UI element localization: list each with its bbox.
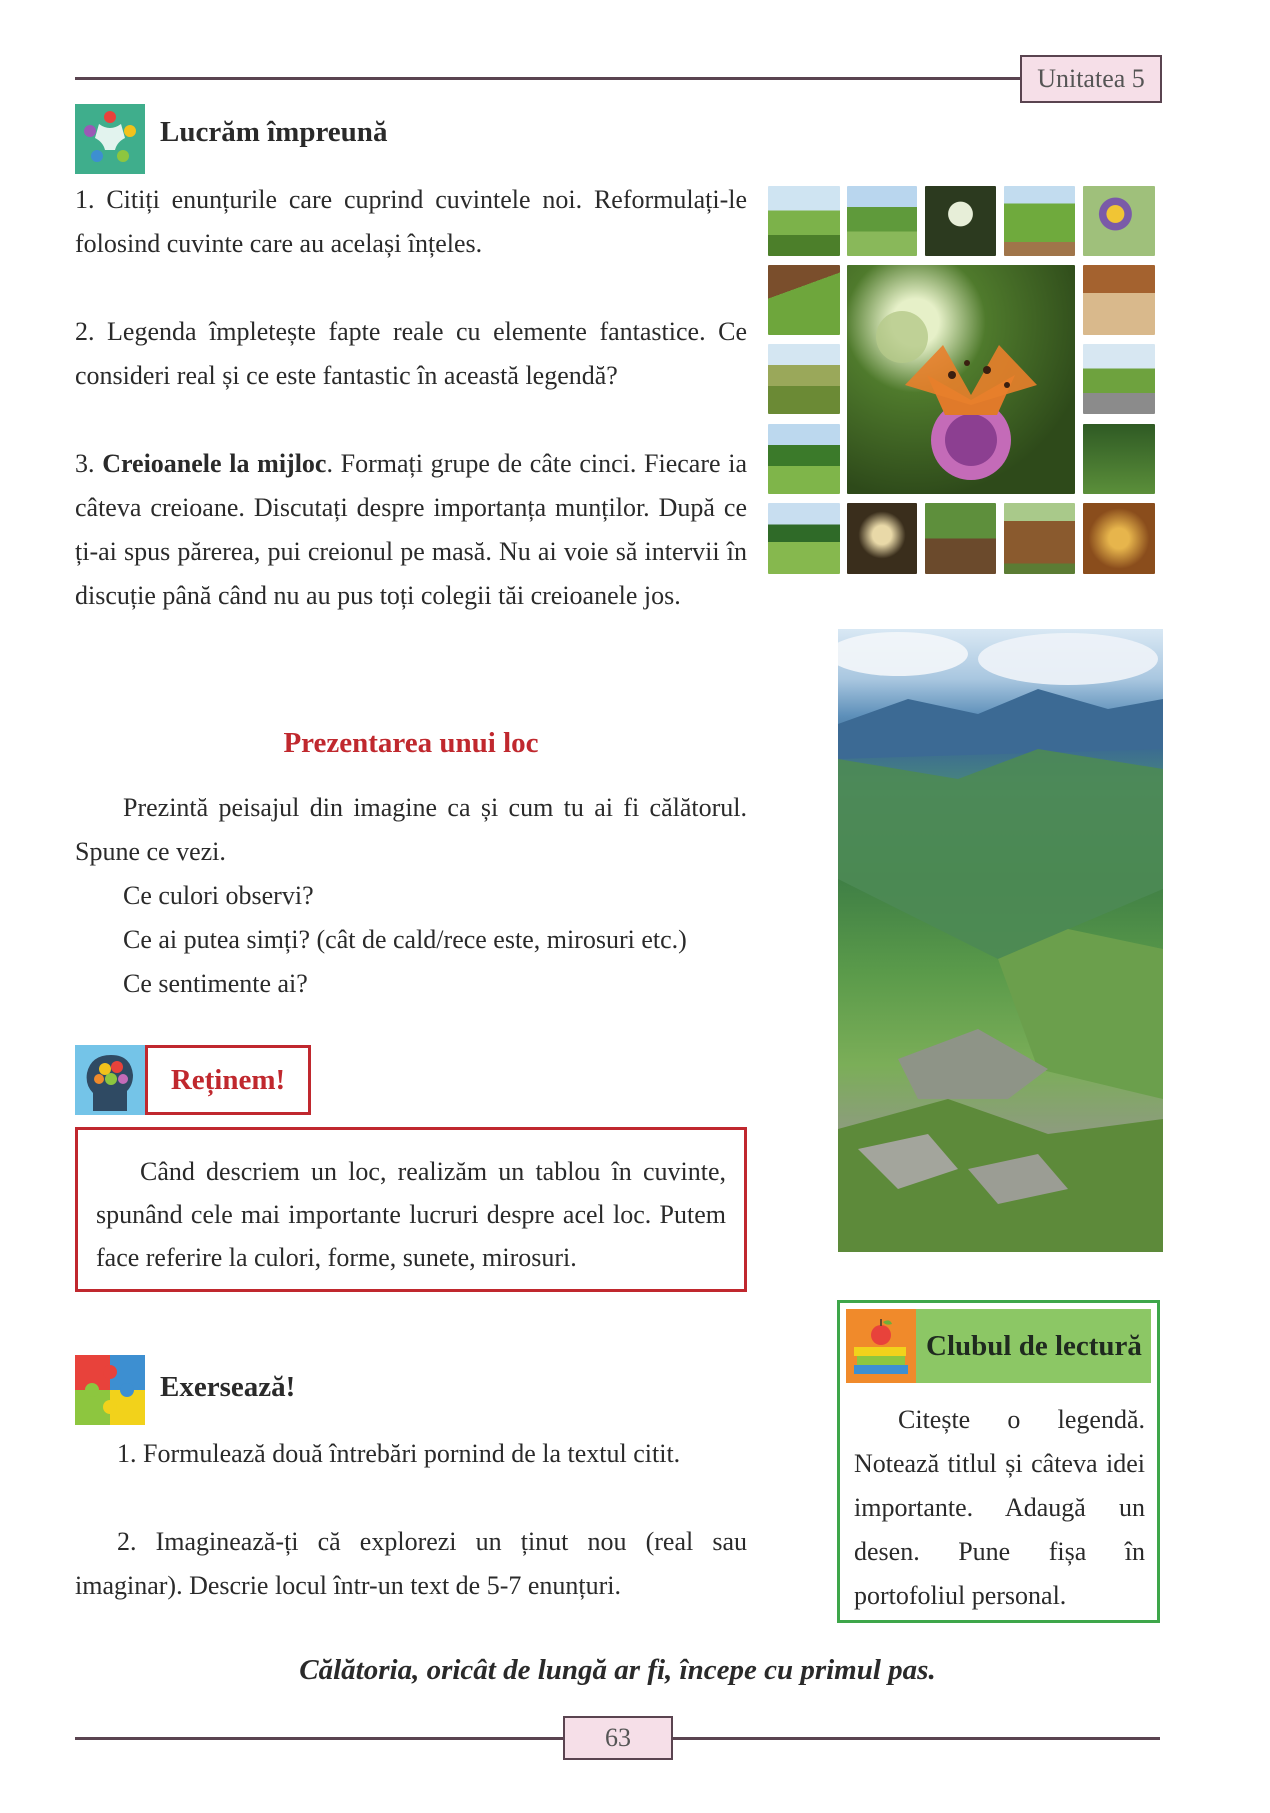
collage-photo [1004,503,1075,574]
club-text: Citește o legendă. Notează titlul și câteva idei importante. Adaugă un desen. Pune fișa în portofoliul personal. [854,1405,1145,1610]
club-text-wrap [854,1398,1145,1618]
mountain-valley-photo [838,629,1163,1252]
unit-label: Unitatea 5 [1020,55,1162,103]
collage-photo [1083,265,1155,335]
place-text [75,786,747,1006]
retinem-box [75,1127,747,1292]
work-item-3 [75,442,747,618]
group-work-icon [75,104,145,174]
collage-photo [1083,344,1155,414]
retinem-title: Reținem! [145,1045,311,1115]
work-item-2: 2. Legenda împletește fapte reale cu elemente fantastice. Ce consideri real și ce este fantastic în această legendă? [75,317,747,390]
work-items [75,178,747,618]
section-title-place: Prezentarea unui loc [283,727,539,759]
place-question-1: Ce culori observi? [123,881,314,910]
work-item-1: 1. Citiți enunțurile care cuprind cuvintele noi. Reformulați-le folosind cuvinte care au același înțeles. [75,185,747,258]
brain-head-icon [75,1045,145,1115]
closing-quote: Călătoria, oricât de lungă ar fi, începe cu primul pas. [299,1654,936,1686]
collage-photo [925,503,996,574]
exerseaza-item-2: 2. Imaginează-ți că explorezi un ținut nou (real sau imaginar). Descrie locul într-un text de 5-7 enunțuri. [75,1527,747,1600]
section-title-exerseaza: Exersează! [160,1371,296,1403]
photo-collage [768,186,1158,574]
exerseaza-items [75,1432,747,1608]
collage-photo [925,186,996,256]
books-apple-icon [846,1309,916,1383]
collage-photo [1083,186,1155,256]
work-item-3-bold: Creioanele la mijloc [102,449,327,478]
collage-photo [847,186,917,256]
collage-photo [768,186,840,256]
collage-photo [768,265,840,335]
place-question-2: Ce ai putea simți? (cât de cald/rece este, mirosuri etc.) [123,925,687,954]
place-question-3: Ce sentimente ai? [123,969,308,998]
puzzle-icon [75,1355,145,1425]
collage-photo [1004,186,1075,256]
club-title: Clubul de lectură [926,1329,1142,1362]
collage-photo [768,344,840,414]
work-item-3-rest: . Formați grupe de câte cinci. Fiecare ia câteva creioane. Discutați despre importanța munților. După ce ți-ai spus părerea, pui creionul pe masă. Nu ai voie să intervii în discuție până când nu au pus toți colegii tăi creioanele jos. [75,449,747,610]
work-item-3-prefix: 3. [75,449,95,478]
collage-photo [1083,424,1155,494]
page-number: 63 [563,1716,673,1760]
collage-main-photo-butterfly-thistle [847,265,1075,494]
retinem-text: Când descriem un loc, realizăm un tablou în cuvinte, spunând cele mai importante lucruri despre acel loc. Putem face referire la culori, forme, sunete, mirosuri. [96,1157,726,1272]
place-intro: Prezintă peisajul din imagine ca și cum tu ai fi călătorul. Spune ce vezi. [75,793,747,866]
section-title-work: Lucrăm împreună [160,116,388,148]
exerseaza-item-1: 1. Formulează două întrebări pornind de la textul citit. [117,1439,681,1468]
collage-photo [1083,503,1155,574]
collage-photo [768,424,840,494]
club-box [837,1300,1160,1623]
club-header [846,1309,1151,1383]
top-rule [75,77,1020,80]
collage-photo [768,503,840,574]
collage-photo [847,503,917,574]
